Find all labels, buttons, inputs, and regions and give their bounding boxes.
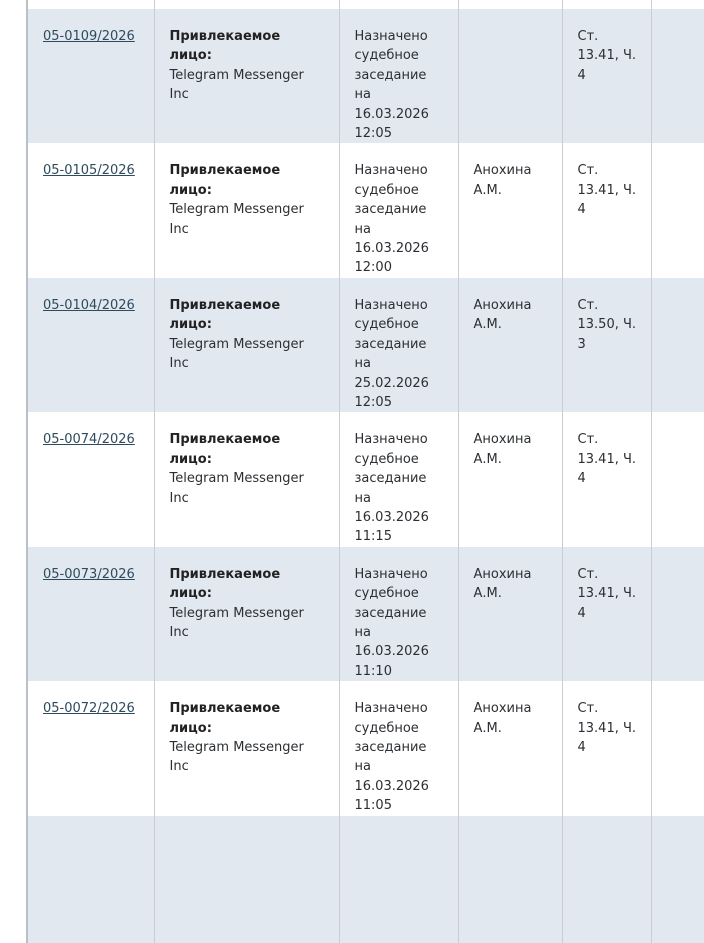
judge-cell: Анохина А.М. xyxy=(458,412,562,546)
table-row xyxy=(28,547,704,681)
judge-cell: Анохина А.М. xyxy=(458,278,562,412)
table-row xyxy=(28,9,704,143)
case-number-cell xyxy=(28,412,154,546)
party-cell xyxy=(154,412,339,546)
party-name: Telegram Messenger Inc xyxy=(169,605,304,640)
extra-cell xyxy=(651,681,704,815)
judge-cell: Анохина А.М. xyxy=(458,681,562,815)
status-cell: Назначено судебное заседание на 16.03.2026 12:00 xyxy=(339,143,458,277)
article-cell: Ст. 13.41, Ч. 4 xyxy=(562,412,651,546)
judge-cell: Анохина А.М. xyxy=(458,547,562,681)
table-row xyxy=(28,143,704,277)
case-number-link[interactable]: 05-0074/2026 xyxy=(43,432,135,448)
status-cell: Назначено судебное заседание на 25.02.2026 12:05 xyxy=(339,278,458,412)
case-number-cell xyxy=(28,547,154,681)
status-cell: Назначено судебное заседание на 16.03.2026 11:05 xyxy=(339,681,458,815)
extra-cell xyxy=(651,547,704,681)
table-row xyxy=(28,412,704,546)
cases-table xyxy=(28,0,704,943)
status-cell: Назначено судебное заседание на 16.03.2026 12:05 xyxy=(339,9,458,143)
extra-cell xyxy=(651,143,704,277)
status-cell xyxy=(339,816,458,943)
article-cell: Ст. 13.41, Ч. 4 xyxy=(562,681,651,815)
party-label: Привлекаемое лицо: xyxy=(169,566,281,602)
judge-cell xyxy=(458,0,562,9)
judge-cell xyxy=(458,816,562,943)
party-cell xyxy=(154,681,339,815)
cases-table-container xyxy=(26,0,704,943)
article-cell: Ст. 13.41, Ч. 4 xyxy=(562,547,651,681)
case-number-link[interactable]: 05-0104/2026 xyxy=(43,297,135,313)
case-number-link[interactable]: 05-0109/2026 xyxy=(43,29,135,44)
extra-cell xyxy=(651,412,704,546)
article-cell: Ст. 13.50, Ч. 3 xyxy=(562,278,651,412)
article-cell: Ст. 13.41, Ч. 4 xyxy=(562,143,651,277)
table-row xyxy=(28,681,704,815)
article-cell: Ст. 13.41, Ч. 4 xyxy=(562,9,651,143)
case-number-cell xyxy=(28,0,154,9)
status-cell: Назначено судебное заседание на 16.03.2026 11:15 xyxy=(339,412,458,546)
status-cell: Назначено судебное заседание на 16.03.2026 11:10 xyxy=(339,547,458,681)
case-number-cell xyxy=(28,9,154,143)
table-row xyxy=(28,278,704,412)
party-label: Привлекаемое лицо: xyxy=(169,701,281,736)
party-cell xyxy=(154,816,339,943)
judge-cell: Анохина А.М. xyxy=(458,143,562,277)
case-number-cell xyxy=(28,816,154,943)
case-number-link[interactable]: 05-0105/2026 xyxy=(43,163,135,179)
case-number-cell xyxy=(28,681,154,815)
table-row xyxy=(28,816,704,943)
party-label: Привлекаемое лицо: xyxy=(169,432,281,467)
case-number-link[interactable]: 05-0073/2026 xyxy=(43,566,135,582)
article-cell xyxy=(562,0,651,9)
party-name: Telegram Messenger Inc xyxy=(169,471,304,506)
party-cell xyxy=(154,0,339,9)
party-cell xyxy=(154,547,339,681)
status-cell xyxy=(339,0,458,9)
case-number-link[interactable]: 05-0072/2026 xyxy=(43,701,135,717)
party-cell xyxy=(154,143,339,277)
party-cell xyxy=(154,9,339,143)
case-number-cell xyxy=(28,278,154,412)
extra-cell xyxy=(651,9,704,143)
party-name: Telegram Messenger Inc xyxy=(169,740,304,775)
judge-cell xyxy=(458,9,562,143)
party-name: Telegram Messenger Inc xyxy=(169,67,304,103)
party-label: Привлекаемое лицо: xyxy=(169,163,281,198)
party-name: Telegram Messenger Inc xyxy=(169,202,304,237)
extra-cell xyxy=(651,816,704,943)
table-row xyxy=(28,0,704,9)
case-number-cell xyxy=(28,143,154,277)
extra-cell xyxy=(651,278,704,412)
extra-cell xyxy=(651,0,704,9)
party-label: Привлекаемое лицо: xyxy=(169,297,281,333)
article-cell xyxy=(562,816,651,943)
party-label: Привлекаемое лицо: xyxy=(169,29,281,64)
party-name: Telegram Messenger Inc xyxy=(169,336,304,372)
party-cell xyxy=(154,278,339,412)
